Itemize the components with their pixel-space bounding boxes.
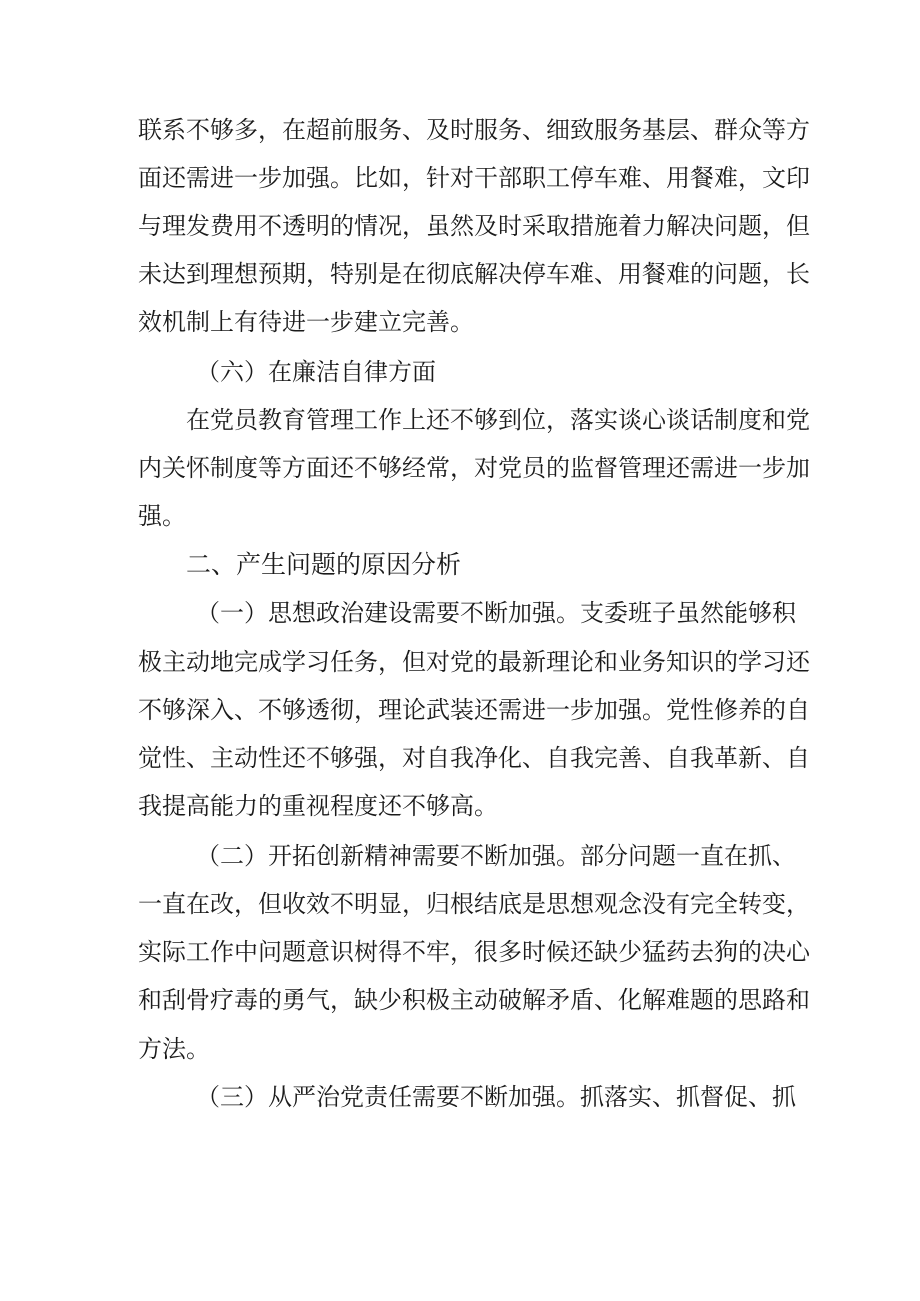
body-text-line: 内关怀制度等方面还不够经常，对党员的监督管理还需进一步加 [138, 454, 810, 482]
body-text-line: 一直在改，但收效不明显，归根结底是思想观念没有完全转变， [138, 890, 810, 918]
body-text-line: 实际工作中问题意识树得不牢，很多时候还缺少猛药去狗的决心 [138, 938, 810, 966]
body-text-line: 未达到理想预期，特别是在彻底解决停车难、用餐难的问题，长 [138, 260, 810, 288]
body-text-line: 和刮骨疗毒的勇气，缺少积极主动破解矛盾、化解难题的思路和 [138, 986, 810, 1014]
body-text-line: 强。 [138, 502, 186, 530]
body-text-line: 在党员教育管理工作上还不够到位，落实谈心谈话制度和党 [186, 406, 810, 434]
subsection-heading: （六）在廉洁自律方面 [196, 358, 436, 386]
body-text-line: （一）思想政治建设需要不断加强。支委班子虽然能够积 [196, 599, 796, 627]
body-text-line: 联系不够多，在超前服务、及时服务、细致服务基层、群众等方 [138, 116, 810, 144]
body-text-line: （三）从严治党责任需要不断加强。抓落实、抓督促、抓 [196, 1083, 796, 1111]
body-text-line: 与理发费用不透明的情况，虽然及时采取措施着力解决问题，但 [138, 212, 810, 240]
body-text-line: （二）开拓创新精神需要不断加强。部分问题一直在抓、 [196, 842, 796, 870]
body-text-line: 觉性、主动性还不够强，对自我净化、自我完善、自我革新、自 [138, 744, 810, 772]
body-text-line: 我提高能力的重视程度还不够高。 [138, 792, 498, 820]
body-text-line: 极主动地完成学习任务，但对党的最新理论和业务知识的学习还 [138, 648, 810, 676]
body-text-line: 不够深入、不够透彻，理论武装还需进一步加强。党性修养的自 [138, 696, 810, 724]
body-text-line: 面还需进一步加强。比如，针对干部职工停车难、用餐难，文印 [138, 164, 810, 192]
section-heading: 二、产生问题的原因分析 [186, 550, 462, 579]
body-text-line: 方法。 [138, 1035, 210, 1063]
body-text-line: 效机制上有待进一步建立完善。 [138, 308, 474, 336]
